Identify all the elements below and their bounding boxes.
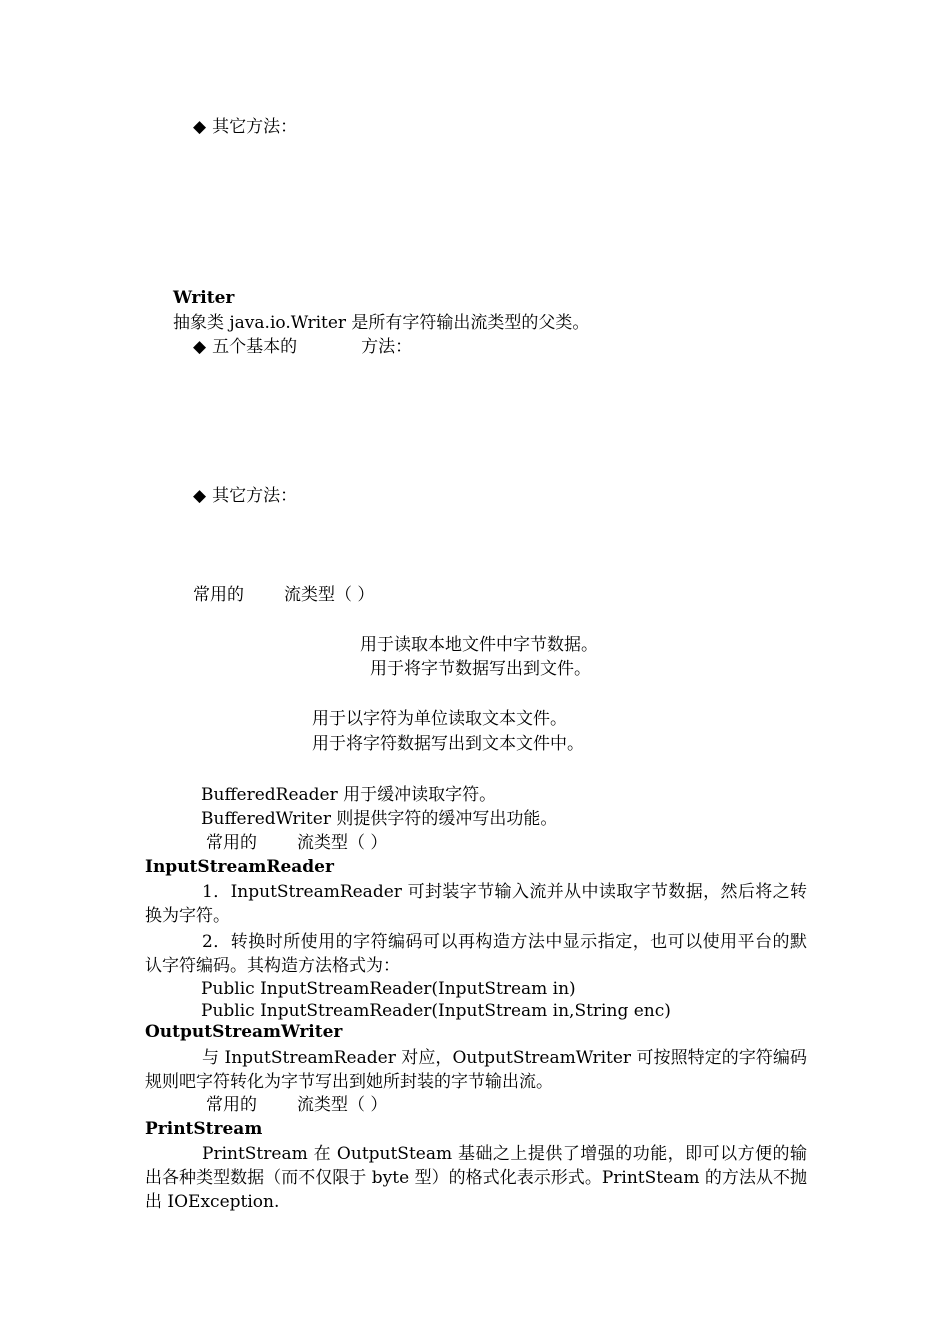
writer-description: 抽象类 java.io.Writer 是所有字符输出流类型的父类。 [173,313,590,333]
isr-heading: InputStreamReader [145,857,334,877]
reader-other-methods-item [193,116,297,138]
writer-heading: Writer [173,288,235,308]
char-output-desc: 用于将字符数据写出到文本文件中。 [312,734,584,754]
file-output-desc: 用于将字节数据写出到文件。 [370,659,591,679]
reader-other-methods-label: 其它方法： [212,117,298,137]
writer-basic-methods-suffix: 方法： [361,337,413,357]
diamond-bullet-icon: ◆ [193,337,207,357]
common-stream-types-heading-1: 常用的 流类型（ ） [193,585,375,605]
isr-paragraph-2: 2．转换时所使用的字符编码可以再构造方法中显示指定，也可以使用平台的默认字符编码。其构造方法格式为： [145,932,807,976]
osw-paragraph: 与 InputStreamReader 对应，OutputStreamWriter 可按照特定的字符编码规则吧字符转化为字节写出到她所封装的字节输出流。 [145,1048,807,1092]
writer-basic-methods-item [193,336,412,358]
isr-constructor-2: Public InputStreamReader(InputStream in,String enc) [201,1001,671,1021]
char-input-desc: 用于以字符为单位读取文本文件。 [312,709,567,729]
printstream-paragraph: PrintStream 在 OutputSteam 基础之上提供了增强的功能，即可以方便的输出各种类型数据（而不仅限于 byte 型）的格式化表示形式。PrintSteam 的方法从不抛出 IOException. [145,1144,807,1212]
diamond-bullet-icon: ◆ [193,117,207,137]
common-stream-types-heading-2: 常用的 流类型（ ） [206,833,388,853]
buffered-writer-desc: BufferedWriter 则提供字符的缓冲写出功能。 [201,809,558,829]
osw-heading: OutputStreamWriter [145,1022,343,1042]
file-input-desc: 用于读取本地文件中字节数据。 [360,635,598,655]
printstream-heading: PrintStream [145,1119,263,1139]
isr-paragraph-1: 1．InputStreamReader 可封装字节输入流并从中读取字节数据，然后将之转换为字符。 [145,882,807,926]
buffered-reader-desc: BufferedReader 用于缓冲读取字符。 [201,785,497,805]
writer-other-methods-item [193,485,297,507]
writer-basic-methods-label: 五个基本的 [212,337,298,357]
common-stream-types-heading-3: 常用的 流类型（ ） [206,1095,388,1115]
isr-constructor-1: Public InputStreamReader(InputStream in) [201,979,576,999]
writer-other-methods-label: 其它方法： [212,486,298,506]
diamond-bullet-icon: ◆ [193,486,207,506]
